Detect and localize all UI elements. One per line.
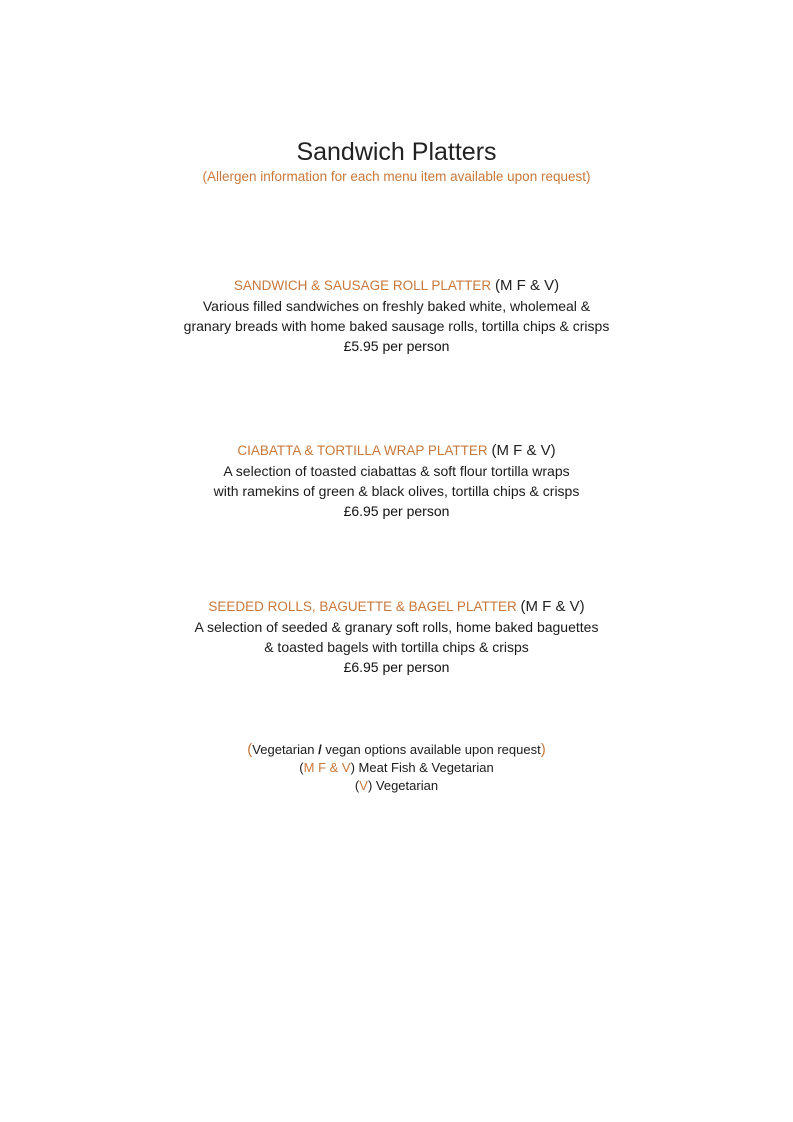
- allergen-note: (Allergen information for each menu item available upon request): [202, 169, 591, 184]
- page-title: Sandwich Platters: [296, 138, 497, 166]
- item-dietary-code: (M F & V): [520, 598, 585, 615]
- item-price: £6.95 per person: [343, 503, 450, 519]
- item-heading: [0, 441, 793, 461]
- key-meat-fish-vegetarian: (M F & V) Meat Fish & Vegetarian: [299, 760, 494, 775]
- dietary-key: [0, 741, 793, 795]
- item-dietary-code: (M F & V): [494, 277, 560, 294]
- item-heading: [0, 276, 793, 296]
- key-vegetarian: (V) Vegetarian: [354, 778, 439, 793]
- item-description-line-2: granary breads with home baked sausage rolls, tortilla chips & crisps: [183, 318, 610, 334]
- key-vegan-note: (Vegetarian / vegan options available upon request): [247, 741, 546, 758]
- item-description-line-1: Various filled sandwiches on freshly baked white, wholemeal &: [202, 298, 591, 314]
- item-description-line-1: A selection of seeded & granary soft rolls, home baked baguettes: [194, 619, 599, 635]
- menu-item-sandwich-sausage-roll: [0, 276, 793, 356]
- item-price: £5.95 per person: [343, 338, 450, 354]
- item-description-line-2: with ramekins of green & black olives, tortilla chips & crisps: [213, 483, 580, 499]
- item-name: SEEDED ROLLS, BAGUETTE & BAGEL PLATTER: [208, 599, 517, 614]
- item-description-line-2: & toasted bagels with tortilla chips & crisps: [264, 639, 529, 655]
- item-name: CIABATTA & TORTILLA WRAP PLATTER: [237, 443, 488, 458]
- item-heading: [0, 597, 793, 617]
- item-description-line-1: A selection of toasted ciabattas & soft flour tortilla wraps: [223, 463, 570, 479]
- item-price: £6.95 per person: [343, 659, 450, 675]
- key-code-v: V: [359, 778, 368, 793]
- menu-item-ciabatta-tortilla-wrap: [0, 441, 793, 521]
- item-dietary-code: (M F & V): [491, 442, 556, 459]
- menu-item-seeded-rolls-baguette-bagel: [0, 597, 793, 677]
- item-name: SANDWICH & SAUSAGE ROLL PLATTER: [233, 278, 492, 293]
- key-code-mfv: M F & V: [303, 760, 351, 775]
